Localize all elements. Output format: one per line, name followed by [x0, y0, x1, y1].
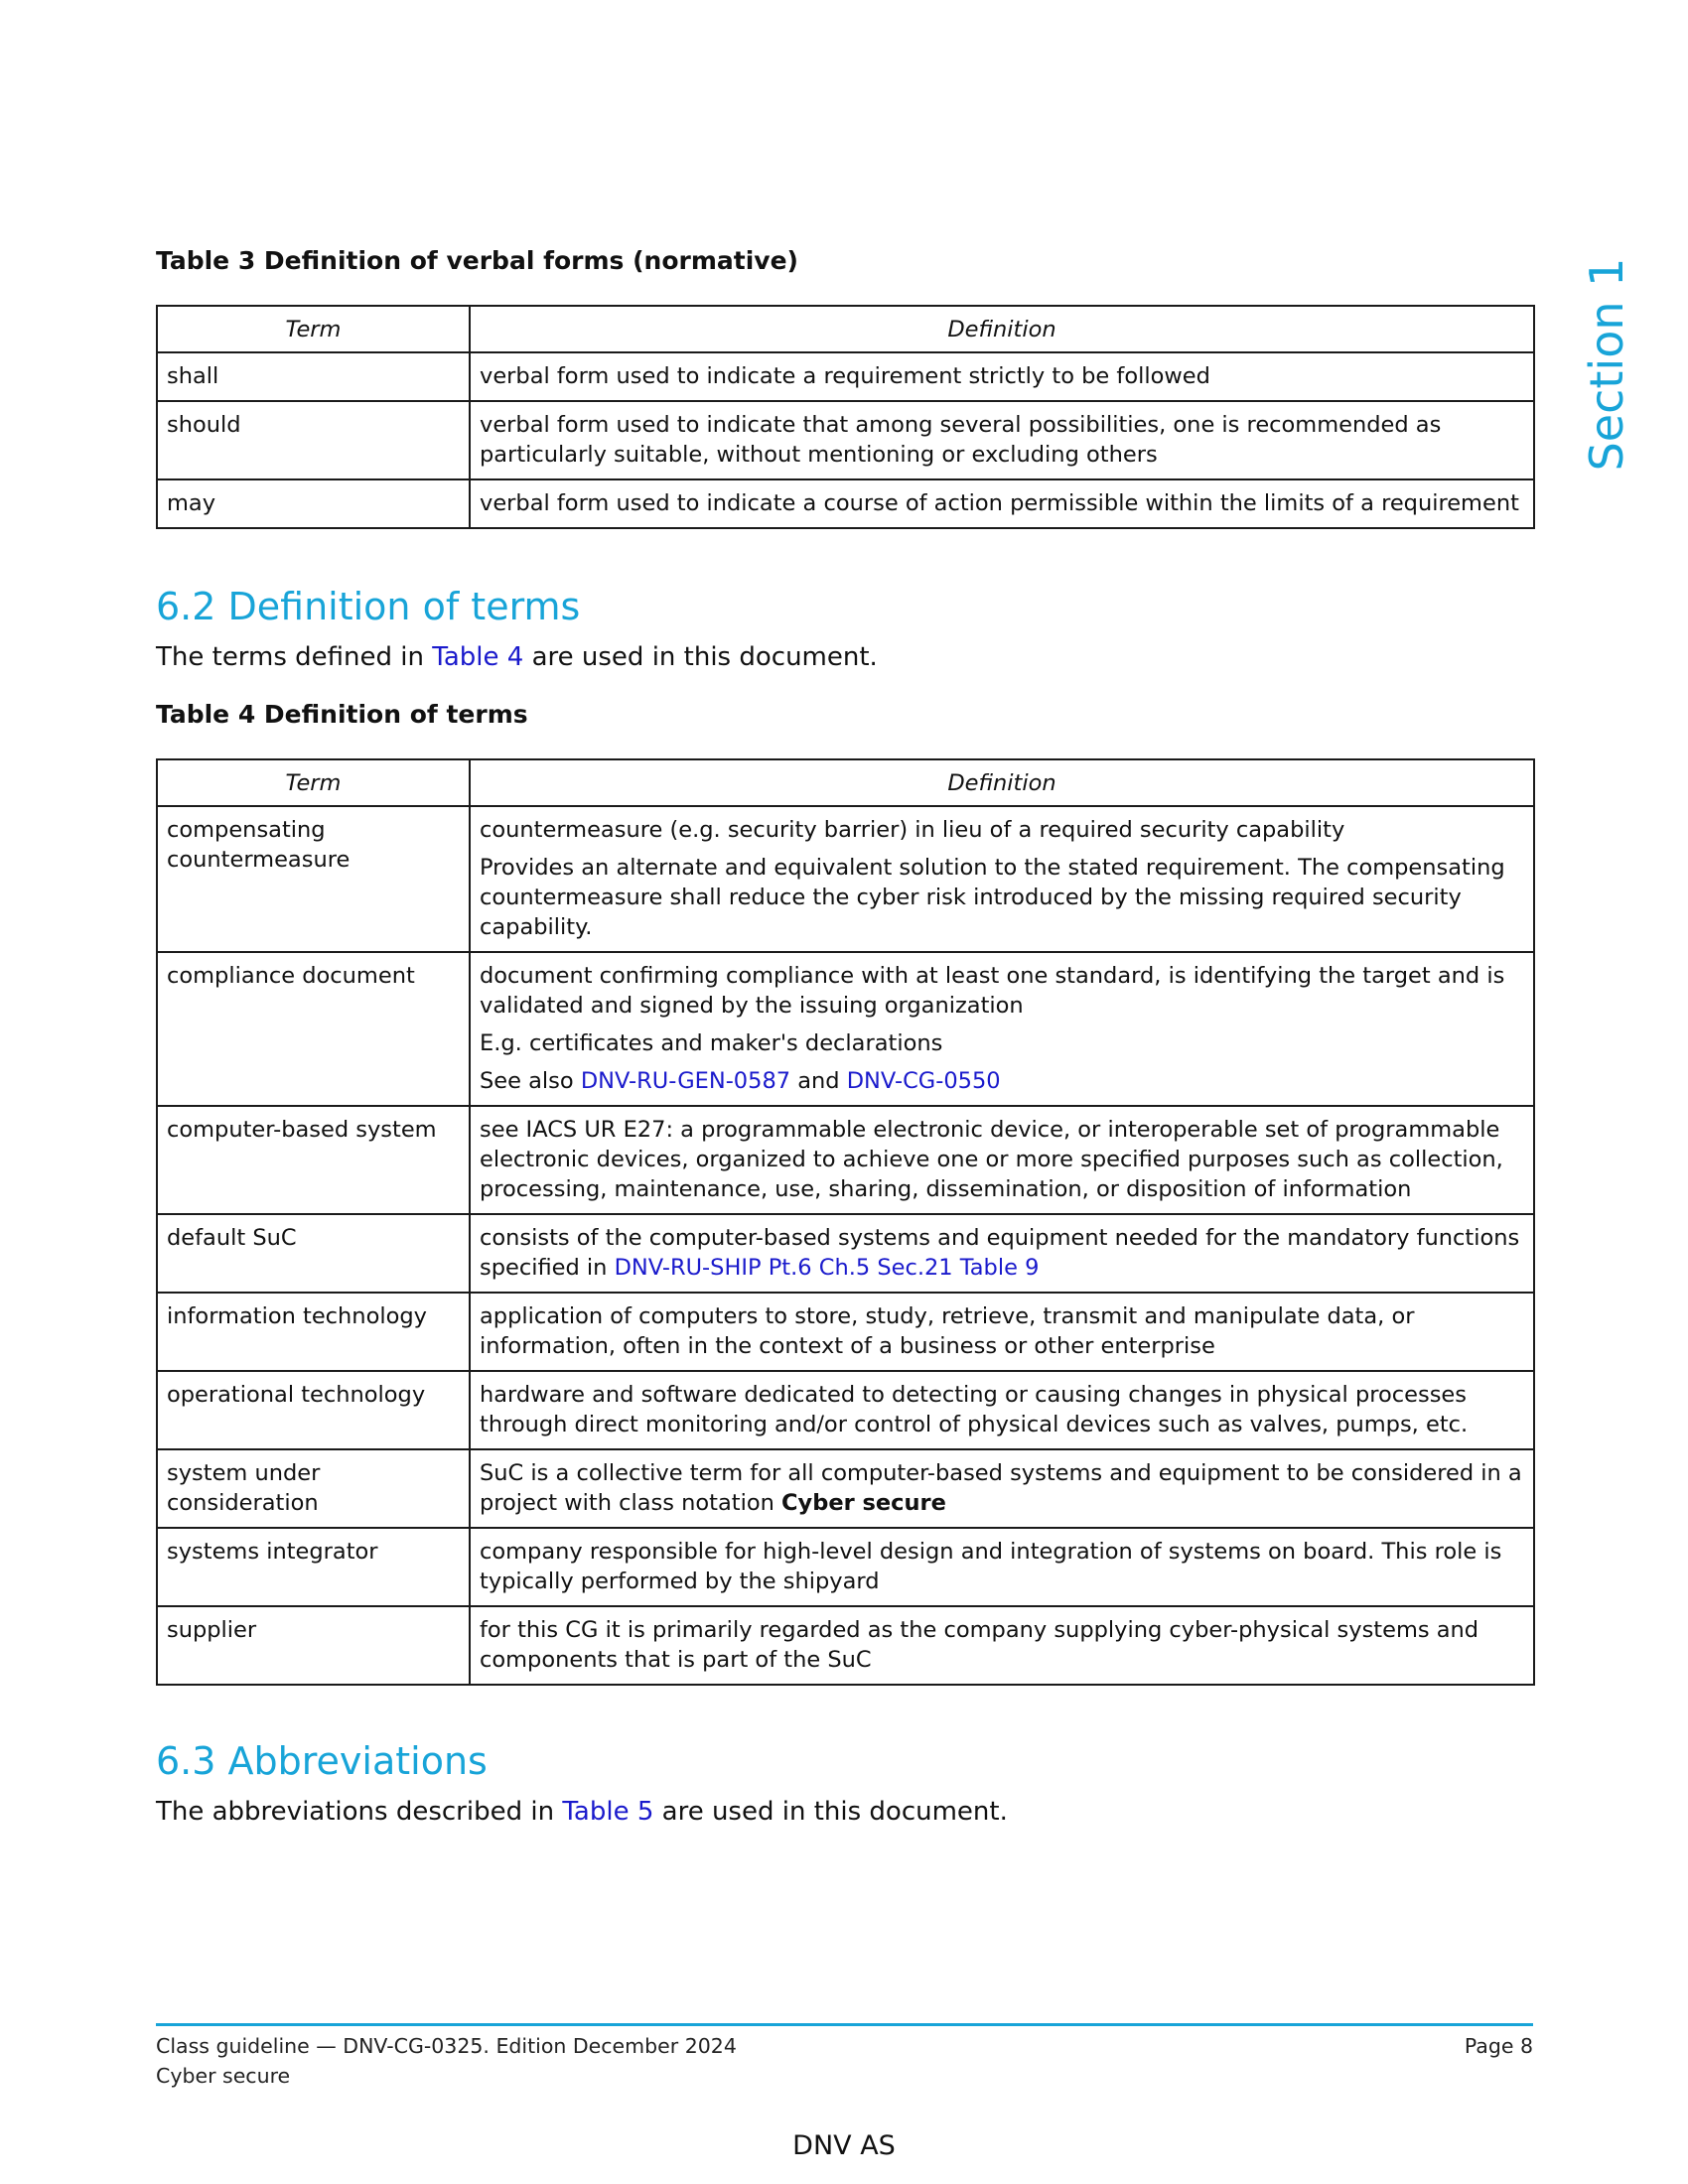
- definition-text: [480, 1223, 1524, 1283]
- term-cell: system under consideration: [157, 1449, 470, 1528]
- table-row: [157, 352, 1534, 401]
- definition-cell: [470, 1449, 1534, 1528]
- table-5-link[interactable]: Table 5: [562, 1797, 654, 1827]
- term-cell: compliance document: [157, 952, 470, 1106]
- table-row: [157, 1528, 1534, 1606]
- term-cell: systems integrator: [157, 1528, 470, 1606]
- definition-cell: [470, 1293, 1534, 1371]
- definition-text: see IACS UR E27: a programmable electronic device, or interoperable set of programmable electronic devices, organized to achieve one or more specified purposes such as collection, processing, maintenance, use, sharing, dissemination, or disposition of information: [480, 1117, 1503, 1202]
- intro-text: The abbreviations described in: [156, 1797, 563, 1827]
- see-also-text: and: [790, 1068, 847, 1094]
- table-header-row: [157, 759, 1534, 806]
- table4-caption: Table 4 Definition of terms: [156, 700, 528, 729]
- definition-text: application of computers to store, study, retrieve, transmit and manipulate data, or information, often in the context of a business or other enterprise: [480, 1303, 1415, 1359]
- definition-note: E.g. certificates and maker's declarations: [480, 1030, 943, 1056]
- definition-text: [480, 1458, 1524, 1518]
- term-cell: default SuC: [157, 1214, 470, 1293]
- term-cell: may: [157, 479, 470, 528]
- definition-cell: [470, 1214, 1534, 1293]
- dnv-ru-ship-table-9-link[interactable]: DNV-RU-SHIP Pt.6 Ch.5 Sec.21 Table 9: [614, 1255, 1040, 1281]
- table-row: [157, 401, 1534, 479]
- column-header-definition: Definition: [470, 306, 1534, 352]
- term-cell: should: [157, 401, 470, 479]
- section-6-3-intro: [156, 1795, 1008, 1829]
- page-number: Page 8: [1464, 2034, 1533, 2058]
- dnv-ru-gen-0587-link[interactable]: DNV-RU-GEN-0587: [580, 1068, 791, 1094]
- definition-cell: verbal form used to indicate that among several possibilities, one is recommended as particularly suitable, without mentioning or excluding others: [470, 401, 1534, 479]
- term-cell: information technology: [157, 1293, 470, 1371]
- section-heading-6-3: 6.3 Abbreviations: [156, 1739, 488, 1783]
- see-also-text: See also: [480, 1068, 581, 1094]
- table-row: [157, 806, 1534, 952]
- table4-definition-of-terms: [156, 758, 1535, 1686]
- term-cell: operational technology: [157, 1371, 470, 1449]
- term-cell: computer-based system: [157, 1106, 470, 1214]
- definition-cell: [470, 1106, 1534, 1214]
- table-header-row: [157, 306, 1534, 352]
- table-row: [157, 1106, 1534, 1214]
- table-row: [157, 952, 1534, 1106]
- see-also-line: [480, 1066, 1524, 1096]
- footer-document-line: Class guideline — DNV-CG-0325. Edition December 2024: [156, 2034, 737, 2058]
- table3-caption: Table 3 Definition of verbal forms (normative): [156, 246, 798, 275]
- column-header-term: Term: [157, 759, 470, 806]
- column-header-term: Term: [157, 306, 470, 352]
- class-notation-cyber-secure: Cyber secure: [781, 1490, 946, 1516]
- intro-text: are used in this document.: [653, 1797, 1008, 1827]
- definition-note: Provides an alternate and equivalent solution to the stated requirement. The compensating countermeasure shall reduce the cyber risk introduced by the missing required security capability.: [480, 855, 1505, 940]
- definition-text: document confirming compliance with at least one standard, is identifying the target and is validated and signed by the issuing organization: [480, 963, 1505, 1019]
- table-row: [157, 1293, 1534, 1371]
- definition-cell: [470, 806, 1534, 952]
- definition-text: company responsible for high-level design and integration of systems on board. This role is typically performed by the shipyard: [480, 1539, 1502, 1594]
- table-row: [157, 479, 1534, 528]
- definition-text: for this CG it is primarily regarded as the company supplying cyber-physical systems and components that is part of the SuC: [480, 1617, 1479, 1673]
- definition-text-part: consists of the computer-based systems and equipment needed for the mandatory functions specified in: [480, 1225, 1520, 1281]
- term-cell: supplier: [157, 1606, 470, 1685]
- definition-cell: [470, 1606, 1534, 1685]
- section-tab-label: Section 1: [1580, 257, 1633, 472]
- definition-cell: [470, 1528, 1534, 1606]
- definition-cell: verbal form used to indicate a requirement strictly to be followed: [470, 352, 1534, 401]
- definition-cell: [470, 952, 1534, 1106]
- term-cell: compensating countermeasure: [157, 806, 470, 952]
- column-header-definition: Definition: [470, 759, 1534, 806]
- definition-cell: verbal form used to indicate a course of action permissible within the limits of a requirement: [470, 479, 1534, 528]
- table-4-link[interactable]: Table 4: [432, 642, 524, 672]
- term-cell: shall: [157, 352, 470, 401]
- definition-text: hardware and software dedicated to detecting or causing changes in physical processes through direct monitoring and/or control of physical devices such as valves, pumps, etc.: [480, 1382, 1469, 1437]
- dnv-cg-0550-link[interactable]: DNV-CG-0550: [846, 1068, 1001, 1094]
- section-heading-6-2: 6.2 Definition of terms: [156, 585, 581, 628]
- footer-divider: [156, 2023, 1533, 2026]
- table-row: [157, 1214, 1534, 1293]
- table-row: [157, 1606, 1534, 1685]
- company-name: DNV AS: [792, 2130, 896, 2161]
- definition-text-part: SuC is a collective term for all computer-based systems and equipment to be considered in a project with class notation: [480, 1460, 1522, 1516]
- table3-verbal-forms: [156, 305, 1535, 529]
- definition-cell: [470, 1371, 1534, 1449]
- definition-text: countermeasure (e.g. security barrier) in lieu of a required security capability: [480, 817, 1345, 843]
- table-row: [157, 1449, 1534, 1528]
- table-row: [157, 1371, 1534, 1449]
- section-6-2-intro: [156, 640, 878, 674]
- intro-text: The terms defined in: [156, 642, 433, 672]
- footer-title-line: Cyber secure: [156, 2064, 291, 2088]
- intro-text: are used in this document.: [523, 642, 878, 672]
- section-tab: [1572, 257, 1641, 472]
